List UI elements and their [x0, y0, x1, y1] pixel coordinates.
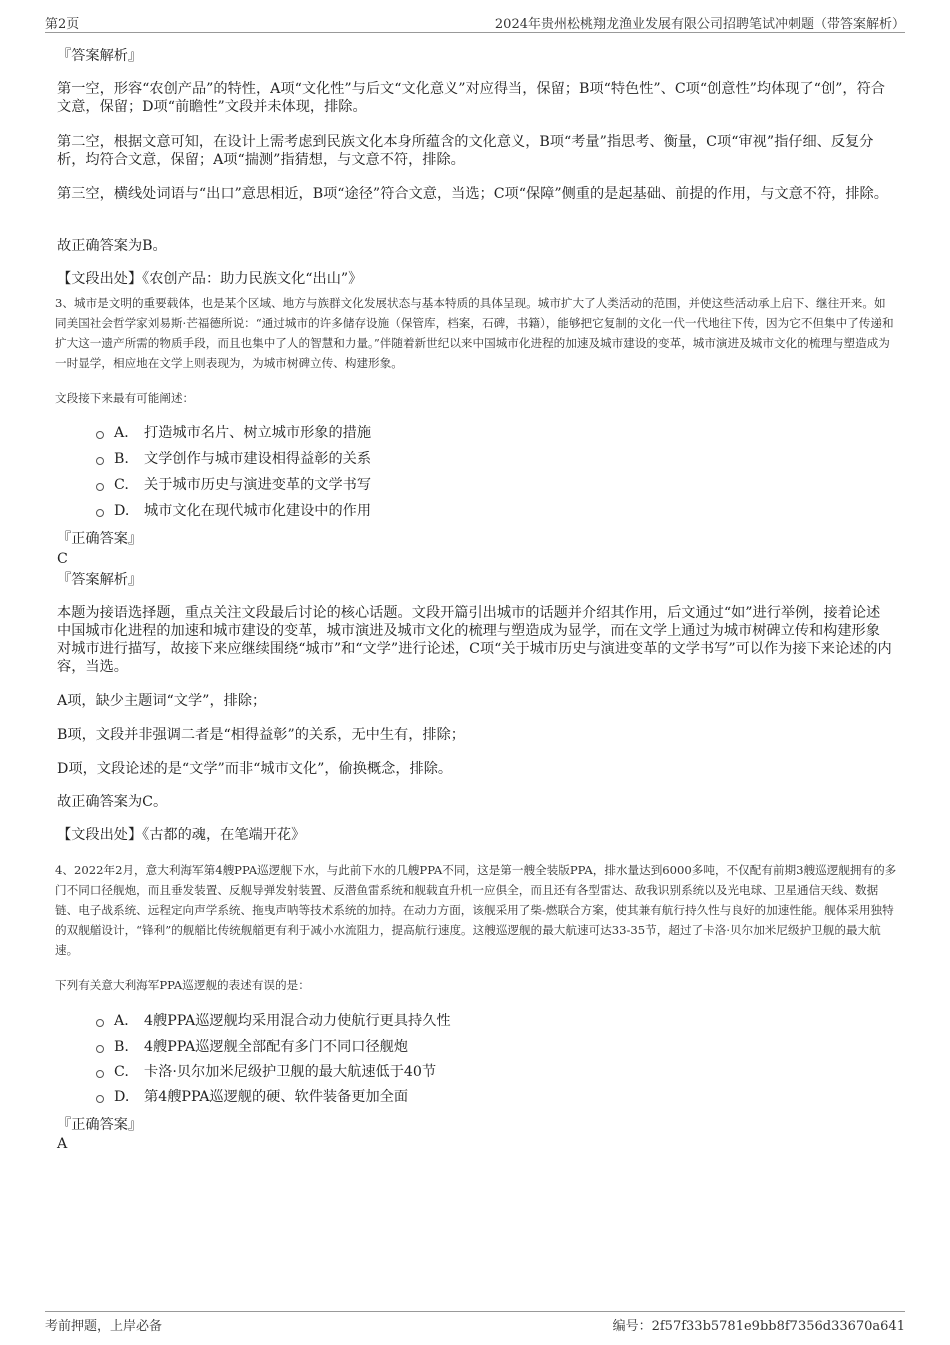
radio-icon[interactable]	[96, 457, 104, 465]
option-key: A．	[114, 1013, 139, 1029]
option-key: A．	[114, 425, 139, 441]
radio-icon[interactable]	[96, 1095, 104, 1103]
q2-analysis-p1: 第一空，形容“农创产品”的特性，A项“文化性”与后文“文化意义”对应得当，保留；B项“特色性”、C项“创意性”均体现了“创”，符合文意，保留；D项“前瞻性”文段并未体现，排除。	[57, 81, 885, 115]
option-key: B.	[114, 1039, 129, 1055]
q4-stem: 4、2022年2月，意大利海军第4艘PPA巡逻舰下水，与此前下水的几艘PPA不同，这是第一艘全装版PPA，排水量达到6000多吨，不仅配有前期3艘巡逻舰拥有的多门不同口径舰炮，而且垂发装置、反舰导弹发射装置、反潜鱼雷系统和舰载直升机一应俱全，而且还有各型雷达、敌我识别系统以及光电球、卫星通信天线、数据链、电子战系统、远程定向声学系统、拖曳声呐等技术系统的加持。在动力方面，该舰采用了柴-燃联合方案，使其兼有航行持久性与良好的加速性能。舰体采用独特的双舰艏设计，“锋利”的舰艏比传统舰艏更有利于减小水流阻力，提高航行速度。这艘巡逻舰的最大航速可达33-35节，超过了卡洛·贝尔加米尼级护卫舰的最大航速。	[55, 863, 897, 957]
option-text: 第4艘PPA巡逻舰的硬、软件装备更加全面	[144, 1089, 409, 1105]
radio-icon[interactable]	[96, 509, 104, 517]
option-text: 卡洛·贝尔加米尼级护卫舰的最大航速低于40节	[144, 1064, 437, 1080]
q3-conclusion: 故正确答案为C。	[57, 794, 168, 810]
page-number: 第2页	[45, 17, 80, 32]
q4-answer: A	[57, 1136, 68, 1152]
radio-icon[interactable]	[96, 1070, 104, 1078]
radio-icon[interactable]	[96, 483, 104, 491]
option-text: 城市文化在现代城市化建设中的作用	[144, 503, 372, 519]
option-text: 打造城市名片、树立城市形象的措施	[144, 425, 372, 441]
q2-source: 【文段出处】《农创产品：助力民族文化“出山”》	[57, 271, 363, 287]
option-key: C.	[114, 477, 129, 493]
option-text: 4艘PPA巡逻舰均采用混合动力使航行更具持久性	[144, 1013, 451, 1029]
q3-analysis-p1: 本题为接语选择题，重点关注文段最后讨论的核心话题。文段开篇引出城市的话题并介绍其作用，后文通过“如”进行举例，接着论述中国城市化进程的加速和城市建设的变革，城市演进及城市文化的梳理与塑造成为显学，而在文学上通过为城市树碑立传和构建形象对城市进行描写，故接下来应继续围绕“城市”和“文学”进行论述，C项“关于城市历史与演进变革的文学书写”可以作为接下来论述的内容，当选。	[57, 605, 892, 675]
option-text: 4艘PPA巡逻舰全部配有多门不同口径舰炮	[144, 1039, 409, 1055]
q2-conclusion: 故正确答案为B。	[57, 238, 167, 254]
q4-answer-title: 『正确答案』	[57, 1117, 143, 1133]
radio-icon[interactable]	[96, 1019, 104, 1027]
q4-question: 下列有关意大利海军PPA巡逻舰的表述有误的是：	[55, 978, 310, 992]
radio-icon[interactable]	[96, 1045, 104, 1053]
option-key: D.	[114, 503, 130, 519]
q3-option-a[interactable]	[96, 424, 371, 442]
q3-answer-title: 『正确答案』	[57, 531, 143, 547]
option-key: D.	[114, 1089, 130, 1105]
header-divider	[45, 32, 905, 33]
document-title: 2024年贵州松桃翔龙渔业发展有限公司招聘笔试冲刺题（带答案解析）	[494, 17, 905, 32]
q4-option-b[interactable]	[96, 1038, 408, 1056]
option-key: B.	[114, 451, 129, 467]
q3-question: 文段接下来最有可能阐述：	[55, 391, 195, 405]
q3-analysis-p4: D项，文段论述的是“文学”而非“城市文化”，偷换概念，排除。	[57, 761, 453, 777]
q4-option-d[interactable]	[96, 1088, 408, 1106]
radio-icon[interactable]	[96, 431, 104, 439]
q3-option-c[interactable]	[96, 476, 371, 494]
q3-analysis-title: 『答案解析』	[57, 572, 143, 588]
footer-slogan: 考前押题，上岸必备	[45, 1319, 163, 1334]
option-text: 关于城市历史与演进变革的文学书写	[144, 477, 372, 493]
q3-source: 【文段出处】《古都的魂，在笔端开花》	[57, 827, 306, 843]
q2-analysis-p3: 第三空，横线处词语与“出口”意思相近，B项“途径”符合文意，当选；C项“保障”侧重的是起基础、前提的作用，与文意不符，排除。	[57, 186, 888, 202]
q3-analysis-p3: B项，文段并非强调二者是“相得益彰”的关系，无中生有，排除；	[57, 727, 465, 743]
footer-divider	[45, 1311, 905, 1312]
option-text: 文学创作与城市建设相得益彰的关系	[144, 451, 372, 467]
option-key: C.	[114, 1064, 129, 1080]
q3-stem: 3、城市是文明的重要载体，也是某个区域、地方与族群文化发展状态与基本特质的具体呈现。城市扩大了人类活动的范围，并使这些活动承上启下、继往开来。如同美国社会哲学家刘易斯·芒福德所说：“通过城市的许多储存设施（保管库，档案，石碑，书籍），能够把它复制的文化一代一代地往下传，因为它不但集中了传递和扩大这一遗产所需的物质手段，而且也集中了人的智慧和力量。”伴随着新世纪以来中国城市化进程的加速及城市建设的变革，城市演进及城市文化的梳理与塑造成为一时显学，相应地在文学上则表现为，为城市树碑立传、构建形象。	[55, 296, 894, 370]
q2-analysis-title: 『答案解析』	[57, 48, 143, 64]
q4-option-c[interactable]	[96, 1063, 436, 1081]
q3-option-b[interactable]	[96, 450, 371, 468]
q3-answer: C	[57, 551, 68, 567]
q3-option-d[interactable]	[96, 502, 371, 520]
q2-analysis-p2: 第二空，根据文意可知，在设计上需考虑到民族文化本身所蕴含的文化意义，B项“考量”指思考、衡量，C项“审视”指仔细、反复分析，均符合文意，保留；A项“揣测”指猜想，与文意不符，排除。	[57, 134, 874, 168]
footer-serial: 编号：2f57f33b5781e9bb8f7356d33670a641	[612, 1319, 905, 1334]
q3-analysis-p2: A项，缺少主题词“文学”，排除；	[57, 693, 267, 709]
q4-option-a[interactable]	[96, 1012, 451, 1030]
